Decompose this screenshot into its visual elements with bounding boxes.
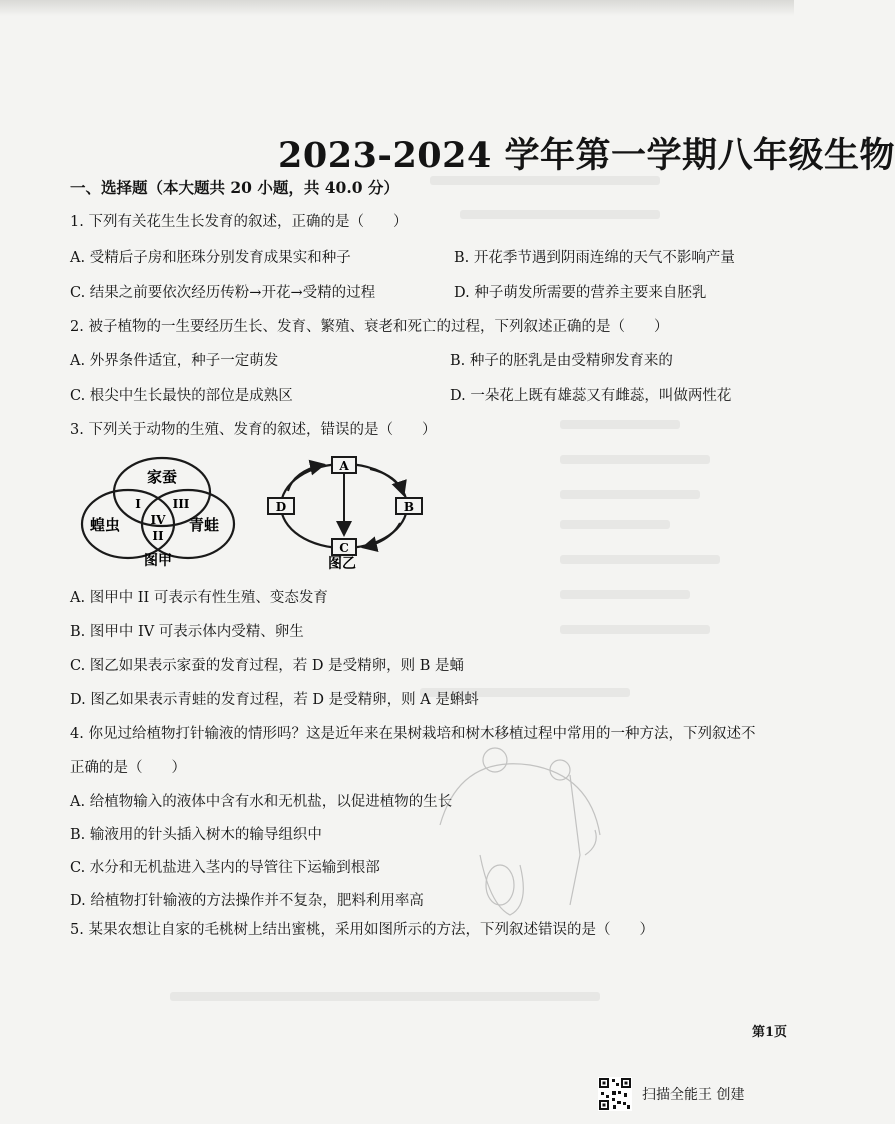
question-2-option-a: A. 外界条件适宜，种子一定萌发 (70, 353, 279, 369)
bleed-through (560, 455, 710, 464)
scanner-watermark-text: 扫描全能王 创建 (642, 1087, 745, 1103)
bleed-through (560, 625, 710, 634)
cycle-node-c-label: C (339, 541, 349, 555)
bleed-through (460, 210, 660, 219)
bleed-through (170, 992, 600, 1001)
cycle-node-b-label: B (403, 500, 415, 514)
question-1-option-c: C. 结果之前要依次经历传粉→开花→受精的过程 (70, 285, 376, 301)
question-3-option-b: B. 图甲中 IV 可表示体内受精、卵生 (70, 624, 304, 640)
question-2-option-b: B. 种子的胚乳是由受精卵发育来的 (450, 353, 673, 369)
bleed-through (560, 520, 670, 529)
venn-region-2: II (152, 529, 164, 543)
question-4-option-a: A. 给植物输入的液体中含有水和无机盐，以促进植物的生长 (70, 794, 453, 810)
venn-region-1: I (135, 497, 141, 511)
question-4-option-c: C. 水分和无机盐进入茎内的导管往下运输到根部 (70, 860, 380, 876)
cycle-caption: 图乙 (328, 556, 356, 572)
venn-label-frog: 青蛙 (188, 516, 220, 534)
question-1-option-d: D. 种子萌发所需要的营养主要来自胚乳 (454, 285, 707, 301)
bleed-through (560, 420, 680, 429)
exam-title: 2023-2024 学年第一学期八年级生物 (278, 135, 895, 176)
section-heading: 一、选择题（本大题共 20 小题，共 40.0 分） (70, 178, 399, 197)
cycle-node-d-label: D (275, 500, 287, 514)
question-2-stem: 2. 被子植物的一生要经历生长、发育、繁殖、衰老和死亡的过程，下列叙述正确的是（ ） (70, 319, 669, 335)
bleed-through (560, 590, 690, 599)
venn-label-locust: 蝗虫 (89, 516, 121, 534)
venn-label-silkworm: 家蚕 (146, 468, 178, 486)
bleed-through (560, 490, 700, 499)
question-4-option-b: B. 输液用的针头插入树木的输导组织中 (70, 827, 322, 843)
venn-region-4: IV (150, 513, 166, 527)
question-4-stem-line-2: 正确的是（ ） (70, 760, 186, 776)
question-1-option-a: A. 受精后子房和胚珠分别发育成果实和种子 (70, 250, 351, 266)
question-3-option-d: D. 图乙如果表示青蛙的发育过程，若 D 是受精卵，则 A 是蝌蚪 (70, 692, 479, 708)
cycle-node-a-label: A (339, 459, 349, 473)
cycle-arrow-a-to-b (370, 469, 403, 493)
question-4-stem-line-1: 4. 你见过给植物打针输液的情形吗？这是近年来在果树栽培和树木移植过程中常用的一种方法，下列叙述不 (70, 726, 756, 742)
venn-caption: 图甲 (144, 553, 172, 569)
question-1-stem: 1. 下列有关花生生长发育的叙述，正确的是（ ） (70, 214, 408, 230)
question-1-option-b: B. 开花季节遇到阴雨连绵的天气不影响产量 (454, 250, 735, 266)
question-2-option-c: C. 根尖中生长最快的部位是成熟区 (70, 388, 293, 404)
bleed-through (560, 555, 720, 564)
question-5-stem: 5. 某果农想让自家的毛桃树上结出蜜桃，采用如图所示的方法，下列叙述错误的是（ ） (70, 922, 654, 938)
question-2-option-d: D. 一朵花上既有雄蕊又有雌蕊，叫做两性花 (450, 388, 732, 404)
cycle-diagram-figure (262, 455, 432, 570)
question-3-option-c: C. 图乙如果表示家蚕的发育过程，若 D 是受精卵，则 B 是蛹 (70, 658, 465, 674)
question-3-stem: 3. 下列关于动物的生殖、发育的叙述，错误的是（ ） (70, 422, 437, 438)
faint-illustration (420, 735, 630, 925)
venn-region-3: III (172, 497, 190, 511)
page-number: 第1页 (752, 1025, 788, 1040)
venn-diagram-figure (78, 452, 248, 570)
scan-edge (0, 0, 794, 16)
question-4-option-d: D. 给植物打针输液的方法操作并不复杂，肥料利用率高 (70, 893, 424, 909)
scanner-footer (598, 1076, 744, 1112)
question-3-option-a: A. 图甲中 II 可表示有性生殖、变态发育 (70, 590, 328, 606)
qr-code-icon (598, 1077, 632, 1111)
